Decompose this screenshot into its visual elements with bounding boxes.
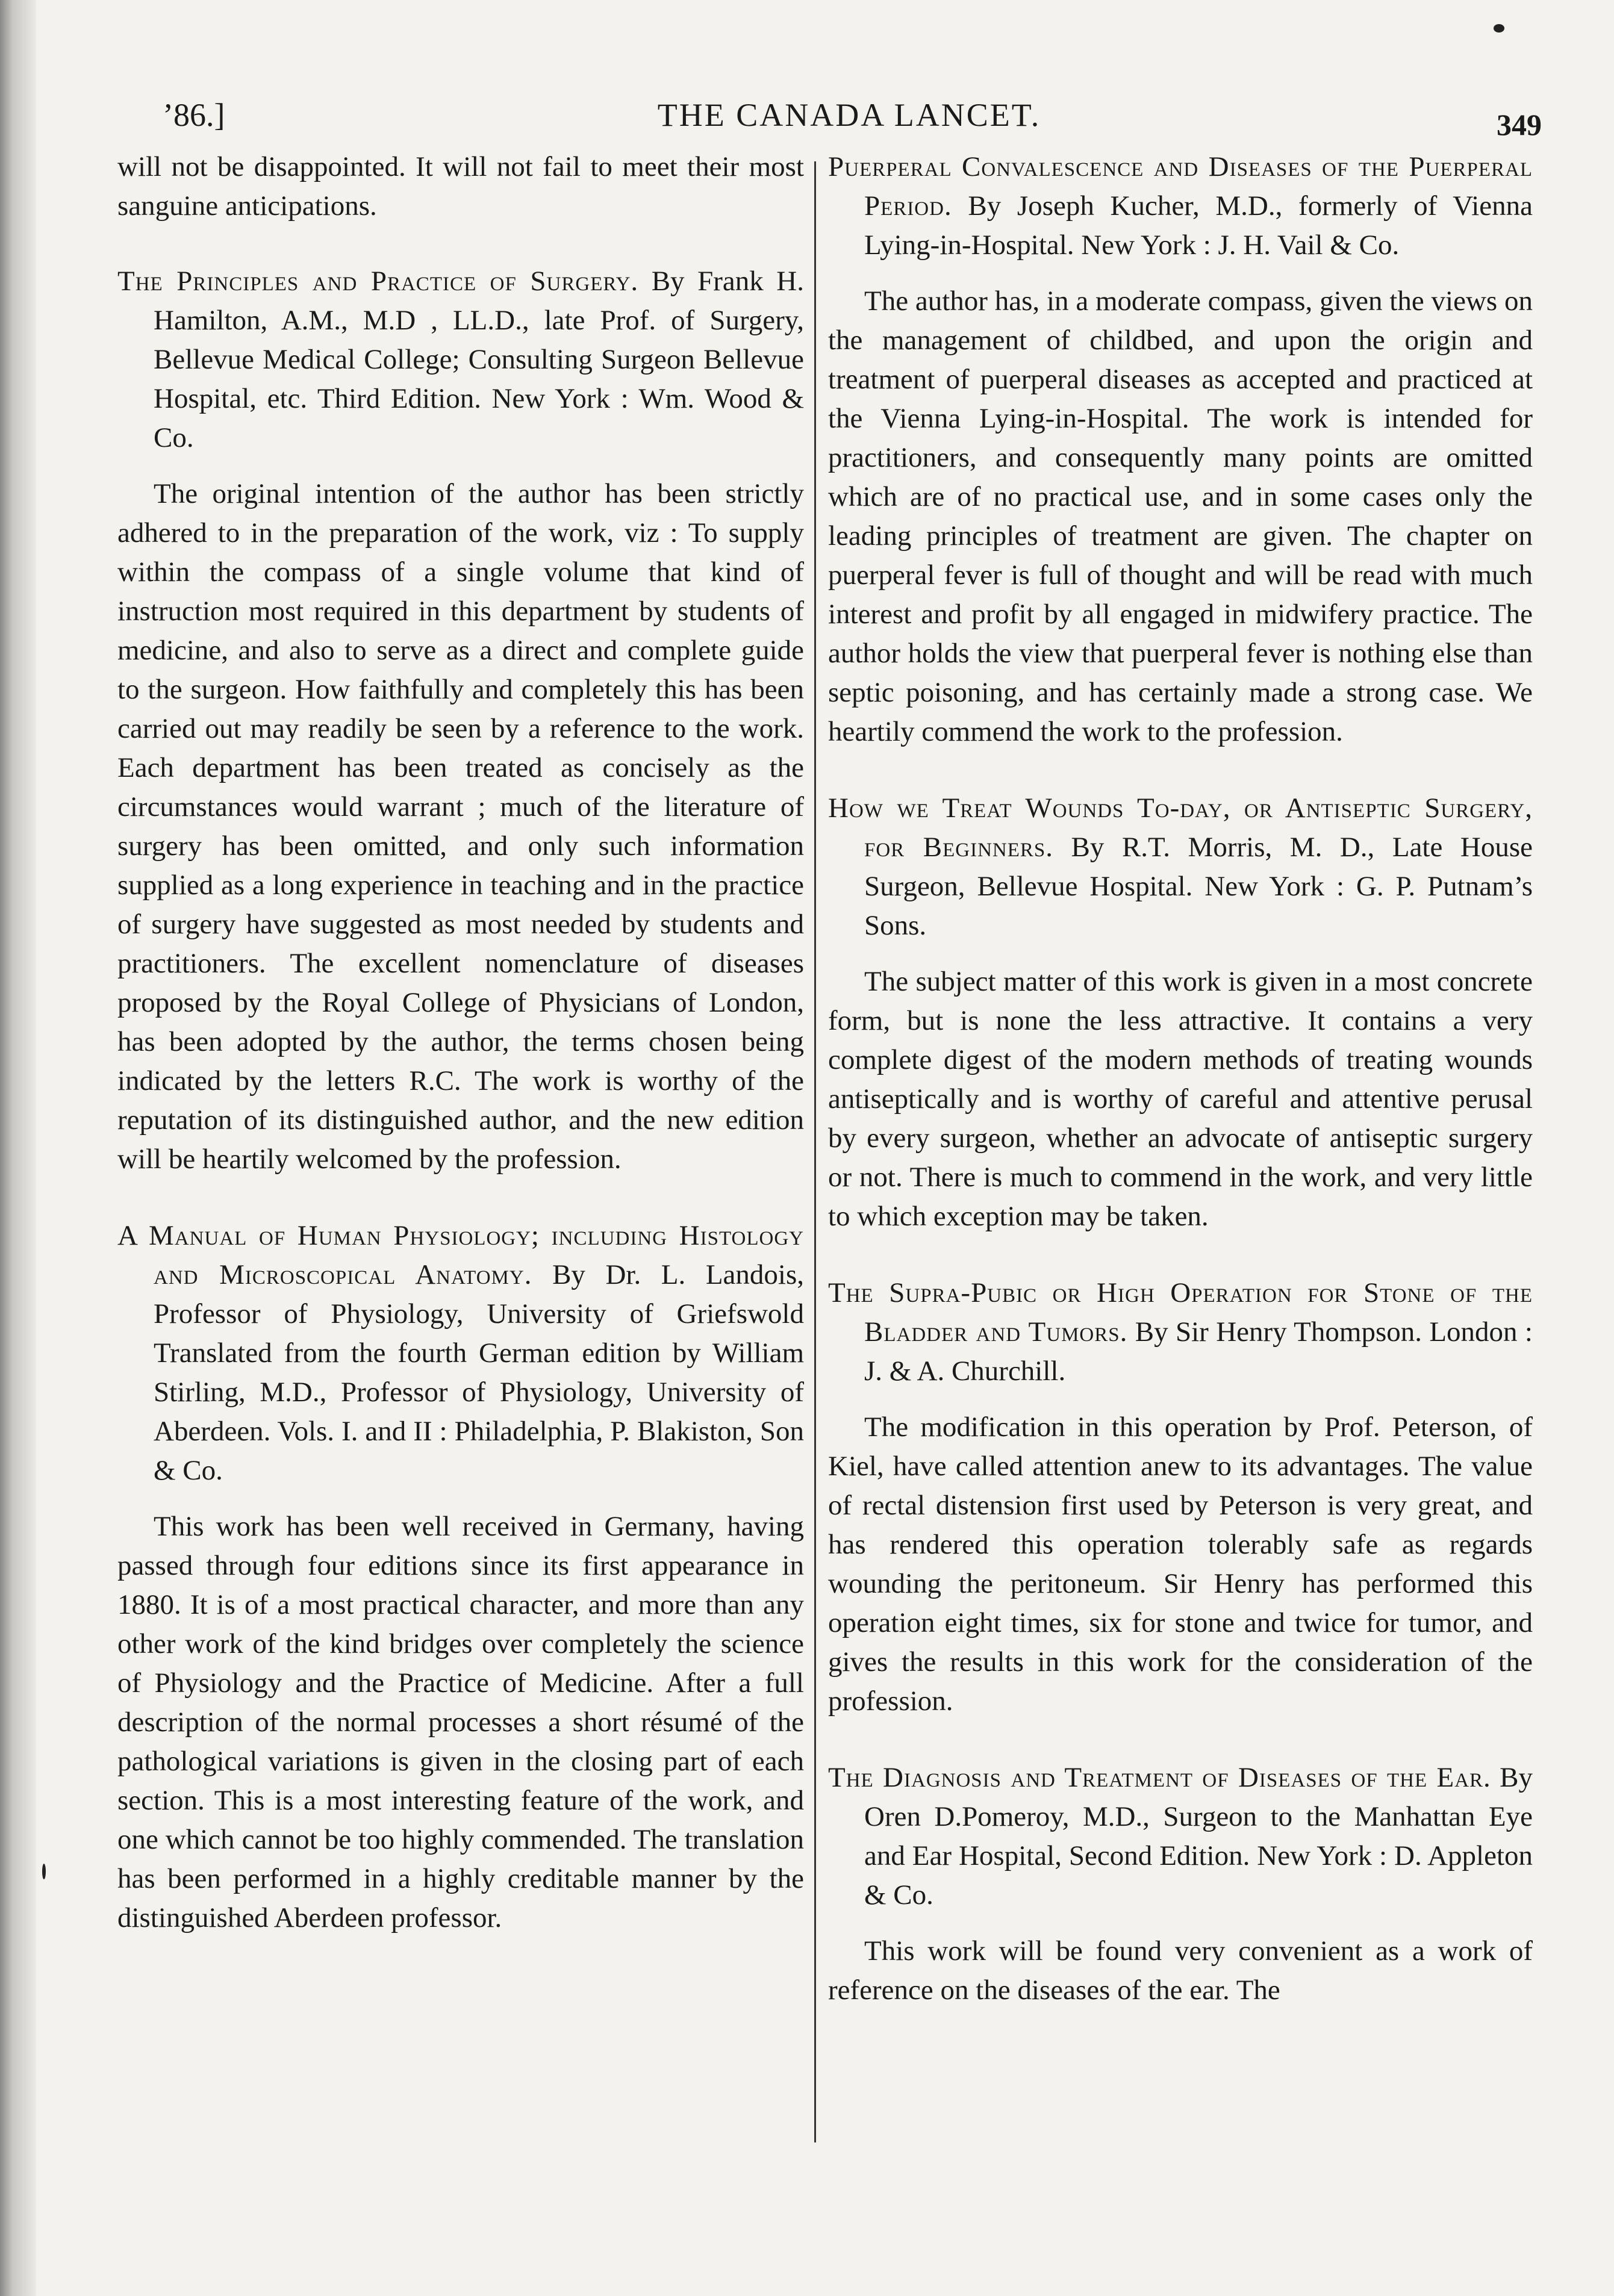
scan-speck: [42, 1864, 46, 1879]
review-text: The author has, in a moderate compass, given the views on the management of childbed, and upon the origin and treatment of puerperal diseases as accepted and practiced at the Vienna Lying-in-Hospital. The work is intended for practitioners, and consequently many points are omitted which are of no practical use, and in some cases only the leading principles of treatment are given. The chapter on puerperal fever is full of thought and will be read with much interest and profit by all engaged in midwifery practice. The author holds the view that puerperal fever is nothing else than septic poisoning, and has certainly made a strong case. We heartily commend the work to the profession.: [828, 285, 1533, 747]
book-title: How we Treat Wounds To-day, or Antiseptic Surgery, for Beginners.: [828, 792, 1533, 863]
book-details: By Sir Henry Thompson. London : J. & A. Churchill.: [864, 1316, 1533, 1387]
issue-year: ’86.]: [163, 97, 225, 133]
book-details: By Dr. L. Landois, Professor of Physiology, University of Griefswold Translated from the fourth German edition by William Stirling, M.D., Professor of Physiology, University of Aberdeen. Vols. I. and II : Philadelphia, P. Blakiston, Son & Co.: [154, 1259, 805, 1486]
review-text: The modification in this operation by Prof. Peterson, of Kiel, have called attention anew to its advantages. The value of rectal distension first used by Peterson is very great, and has rendered this operation tolerably safe as regards wounding the peritoneum. Sir Henry has performed this operation eight times, six for stone and twice for tumor, and gives the results in this work for the consideration of the profession.: [828, 1411, 1533, 1717]
continued-text: will not be disappointed. It will not fail to meet their most sanguine anticipations.: [117, 151, 804, 222]
right-column: [828, 148, 1533, 2010]
book-heading: [828, 1758, 1533, 1915]
book-title: The Diagnosis and Treatment of Diseases of the Ear.: [828, 1762, 1491, 1793]
left-column: [117, 148, 804, 1938]
book-heading: [117, 1216, 804, 1490]
scan-speck: [1494, 24, 1504, 33]
scan-edge: [0, 0, 36, 2296]
review-text: This work will be found very convenient as a work of reference on the diseases of the ear. The: [828, 1935, 1533, 2006]
book-heading: [117, 262, 804, 458]
page-header: [163, 90, 1542, 151]
book-details: By Frank H. Hamilton, A.M., M.D , LL.D., late Prof. of Surgery, Bellevue Medical College; Consulting Surgeon Bellevue Hospital, etc. Third Edition. New York : Wm. Wood & Co.: [154, 266, 804, 453]
book-title: A Manual of Human Physiology; including Histology and Microscopical Anatomy.: [117, 1220, 804, 1290]
book-heading: [828, 789, 1533, 945]
journal-title: THE CANADA LANCET.: [657, 97, 1041, 133]
book-heading: [828, 1274, 1533, 1391]
book-details: By Oren D.Pomeroy, M.D., Surgeon to the Manhattan Eye and Ear Hospital, Second Edition. New York : D. Appleton & Co.: [864, 1762, 1533, 1911]
review-text: The original intention of the author has been strictly adhered to in the preparation of the work, viz : To supply within the compass of a single volume that kind of instruction most required in this department by students of medicine, and also to serve as a direct and complete guide to the surgeon. How faithfully and completely this has been carried out may readily be seen by a reference to the work. Each department has been treated as concisely as the circumstances would warrant ; much of the literature of surgery has been omitted, and only such information supplied as a long experience in teaching and in the practice of surgery have suggested as most needed by students and practitioners. The excellent nomenclature of diseases proposed by the Royal College of Physicians of London, has been adopted by the author, the terms chosen being indicated by the letters R.C. The work is worthy of the reputation of its distinguished author, and the new edition will be heartily welcomed by the profession.: [117, 478, 804, 1175]
review-text: The subject matter of this work is given in a most concrete form, but is none the less attractive. It contains a very complete digest of the modern methods of treating wounds antiseptically and is worthy of careful and attentive perusal by every surgeon, whether an advocate of antiseptic surgery or not. There is much to commend in the work, and very little to which exception may be taken.: [828, 966, 1533, 1232]
book-title: The Principles and Practice of Surgery.: [117, 266, 639, 297]
page-number: 349: [1497, 108, 1542, 142]
review-text: This work has been well received in Germany, having passed through four editions since its first appearance in 1880. It is of a most practical character, and more than any other work of the kind bridges over completely the science of Physiology and the Practice of Medicine. After a full description of the normal processes a short résumé of the pathological variations is given in the closing part of each section. This is a most interesting feature of the work, and one which cannot be too highly commended. The translation has been performed in a highly creditable manner by the distinguished Aberdeen professor.: [117, 1511, 804, 1934]
column-divider: [814, 161, 816, 2142]
book-title: The Supra-Pubic or High Operation for Stone of the Bladder and Tumors.: [828, 1277, 1533, 1348]
book-heading: [828, 148, 1533, 265]
book-details: By Joseph Kucher, M.D., formerly of Vienna Lying-in-Hospital. New York : J. H. Vail & Co.: [864, 190, 1533, 261]
book-details: By R.T. Morris, M. D., Late House Surgeon, Bellevue Hospital. New York : G. P. Putnam’s Sons.: [864, 832, 1533, 941]
book-title: Puerperal Convalescence and Diseases of the Puerperal Period.: [828, 151, 1533, 222]
